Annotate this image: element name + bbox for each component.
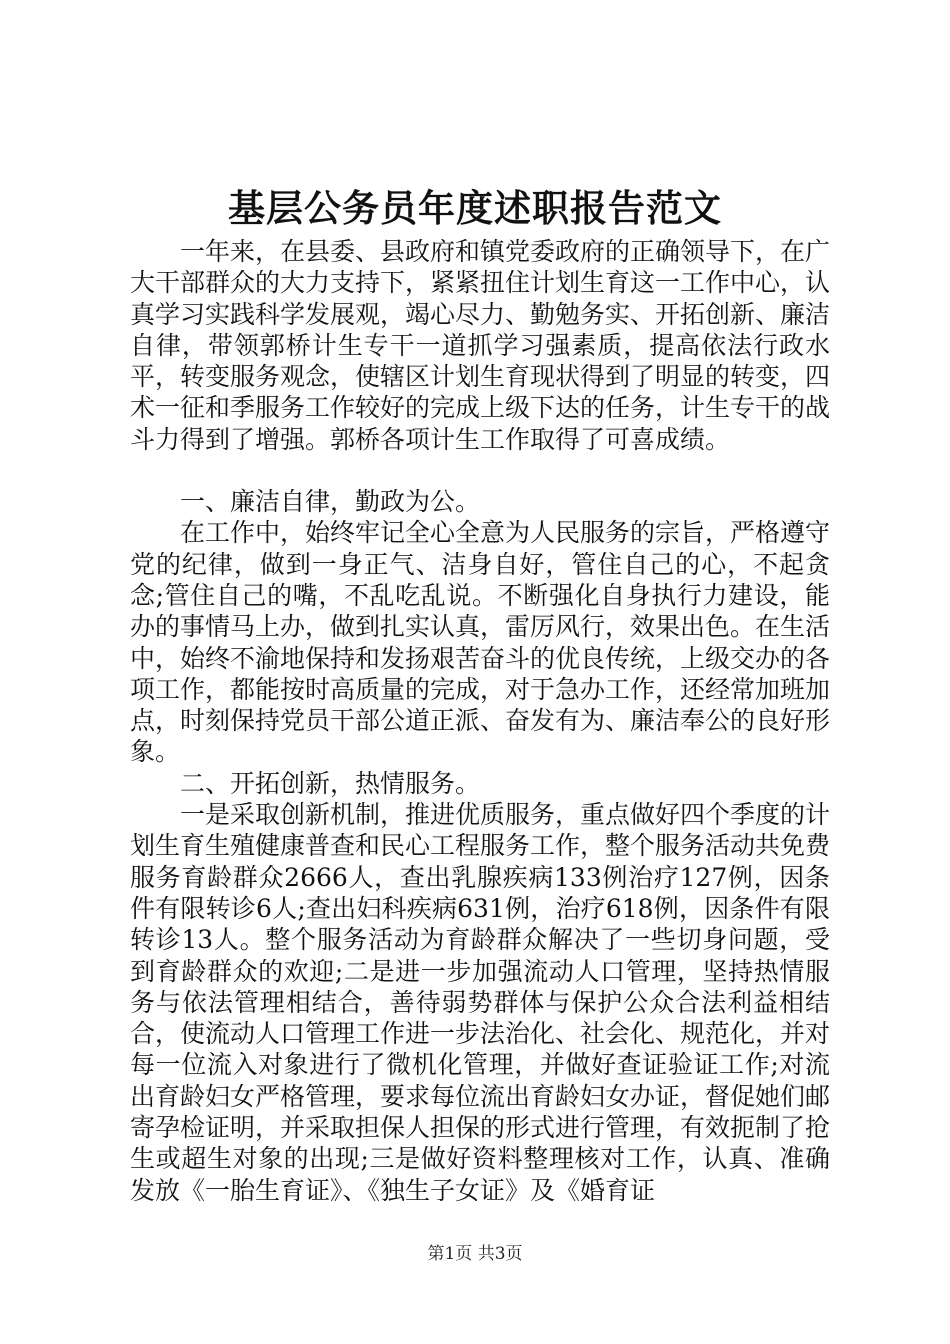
document-title: 基层公务员年度述职报告范文	[228, 186, 722, 230]
section-heading-1: 一、廉洁自律，勤政为公。	[180, 487, 481, 517]
document-body	[130, 236, 830, 1206]
section-heading-2: 二、开拓创新，热情服务。	[180, 768, 481, 798]
page-footer: 第1页 共3页	[427, 1244, 523, 1264]
paragraph-intro: 一年来，在县委、县政府和镇党委政府的正确领导下，在广大干部群众的大力支持下，紧紧扭住计划生育这一工作中心，认真学习实践科学发展观，竭心尽力、勤勉务实、开拓创新、廉洁自律，带领郭桥计生专干一道抓学习强素质，提高依法行政水平，转变服务观念，使辖区计划生育现状得到了明显的转变，四术一征和季服务工作较好的完成上级下达的任务，计生专干的战斗力得到了增强。郭桥各项计生工作取得了可喜成绩。	[130, 237, 831, 454]
paragraph-section-2: 一是采取创新机制，推进优质服务，重点做好四个季度的计划生育生殖健康普查和民心工程服务工作，整个服务活动共免费服务育龄群众2666人，查出乳腺疾病133例治疗127例，因条件有限转诊6人;查出妇科疾病631例，治疗618例，因条件有限转诊13人。整个服务活动为育龄群众解决了一些切身问题，受到育龄群众的欢迎;二是进一步加强流动人口管理，坚持热情服务与依法管理相结合，善待弱势群体与保护公众合法利益相结合，使流动人口管理工作进一步法治化、社会化、规范化，并对每一位流入对象进行了微机化管理，并做好查证验证工作;对流出育龄妇女严格管理，要求每位流出育龄妇女办证，督促她们邮寄孕检证明，并采取担保人担保的形式进行管理，有效扼制了抢生或超生对象的出现;三是做好资料整理核对工作，认真、准确发放《一胎生育证》、《独生子女证》及《婚育证	[130, 800, 831, 1205]
paragraph-section-1: 在工作中，始终牢记全心全意为人民服务的宗旨，严格遵守党的纪律，做到一身正气、洁身自好，管住自己的心，不起贪念;管住自己的嘴，不乱吃乱说。不断强化自身执行力建设，能办的事情马上办，做到扎实认真，雷厉风行，效果出色。在生活中，始终不渝地保持和发扬艰苦奋斗的优良传统，上级交办的各项工作，都能按时高质量的完成，对于急办工作，还经常加班加点，时刻保持党员干部公道正派、奋发有为、廉洁奉公的良好形象。	[130, 518, 831, 767]
